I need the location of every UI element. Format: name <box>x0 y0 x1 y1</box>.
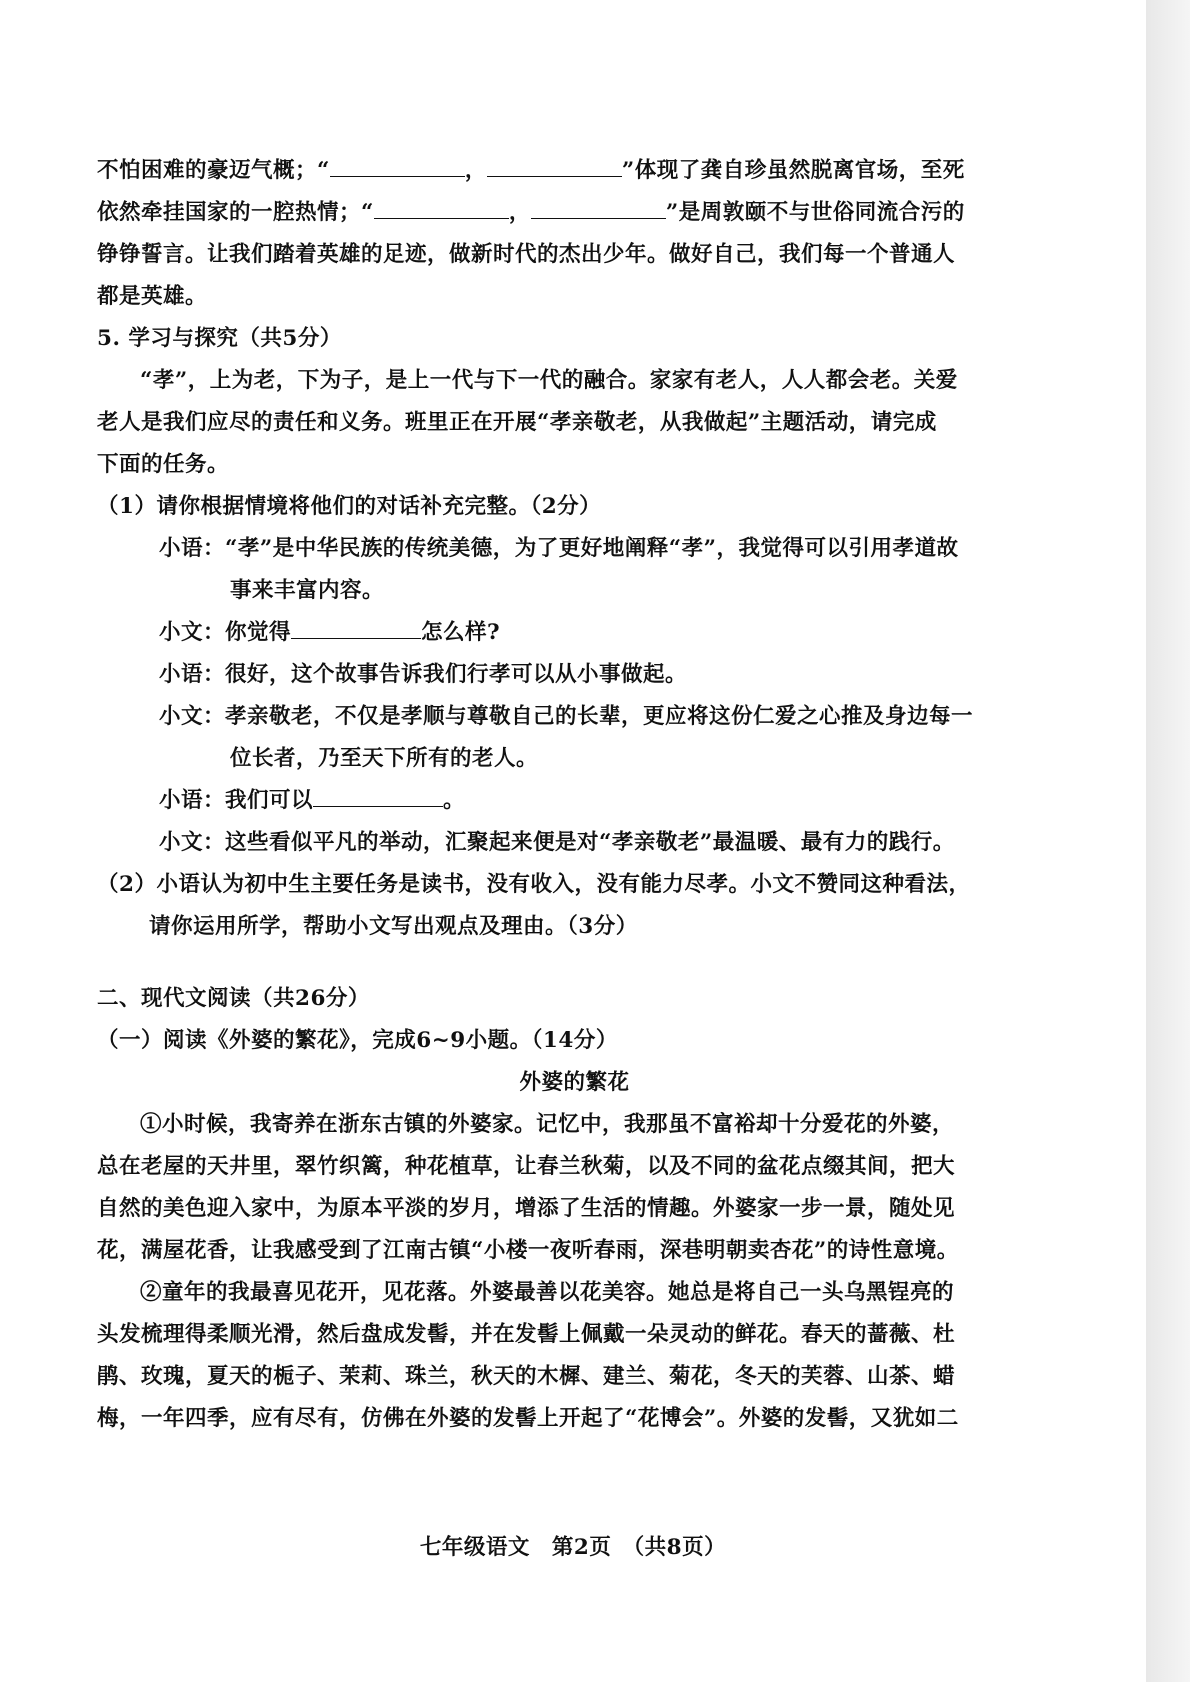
dialog-line: 事来丰富内容。 <box>230 578 385 603</box>
answer-blank[interactable] <box>330 154 465 177</box>
text: ， <box>508 200 531 225</box>
article-paragraph-line: 鹃、玫瑰，夏天的栀子、茉莉、珠兰，秋天的木樨、建兰、菊花，冬天的芙蓉、山茶、蜡 <box>97 1364 956 1389</box>
text: 不怕困难的豪迈气概；“ <box>97 158 330 183</box>
text: 依然牵挂国家的一腔热情；“ <box>97 200 374 225</box>
dialog-line: 小语：“孝”是中华民族的传统美德，为了更好地阐释“孝”，我觉得可以引用孝道故 <box>159 536 959 561</box>
text: ， <box>464 158 487 183</box>
article-paragraph-line: 梅，一年四季，应有尽有，仿佛在外婆的发髻上开起了“花博会”。外婆的发髻，又犹如二 <box>97 1406 959 1431</box>
article-paragraph-line: 自然的美色迎入家中，为原本平淡的岁月，增添了生活的情趣。外婆家一步一景，随处见 <box>97 1196 956 1221</box>
page-content <box>97 150 1052 1440</box>
q5-part2-line: 请你运用所学，帮助小文写出观点及理由。（3分） <box>149 914 638 939</box>
q5-intro-line: 下面的任务。 <box>97 452 230 477</box>
answer-blank[interactable] <box>313 784 443 807</box>
article-paragraph-line: 头发梳理得柔顺光滑，然后盘成发髻，并在发髻上佩戴一朵灵动的鲜花。春天的蔷薇、杜 <box>97 1322 956 1347</box>
answer-blank[interactable] <box>291 616 421 639</box>
article-paragraph-line: ①小时候，我寄养在浙东古镇的外婆家。记忆中，我那虽不富裕却十分爱花的外婆， <box>140 1112 955 1137</box>
poem-line-4: 都是英雄。 <box>97 284 208 309</box>
section-2-title: 二、现代文阅读（共26分） <box>97 986 370 1011</box>
q5-part1-title: （1）请你根据情境将他们的对话补充完整。（2分） <box>97 494 602 519</box>
poem-line-3: 铮铮誓言。让我们踏着英雄的足迹，做新时代的杰出少年。做好自己，我们每一个普通人 <box>97 242 956 267</box>
answer-blank[interactable] <box>487 154 622 177</box>
dialog-line: 小文：孝亲敬老，不仅是孝顺与尊敬自己的长辈，更应将这份仁爱之心推及身边每一 <box>159 704 974 729</box>
q5-part2-line: （2）小语认为初中生主要任务是读书，没有收入，没有能力尽孝。小文不赞同这种看法， <box>97 872 971 897</box>
text: 小文：你觉得 <box>159 620 292 645</box>
article-paragraph-line: ②童年的我最喜见花开，见花落。外婆最善以花美容。她总是将自己一头乌黑锃亮的 <box>140 1280 955 1305</box>
poem-line-1 <box>97 150 1052 192</box>
q5-intro-line: “孝”，上为老，下为子，是上一代与下一代的融合。家家有老人，人人都会老。关爱 <box>140 368 958 393</box>
poem-line-2 <box>97 192 1052 234</box>
answer-blank[interactable] <box>374 196 509 219</box>
spacer <box>97 948 1052 978</box>
article-title: 外婆的繁花 <box>519 1070 630 1095</box>
page-edge-shadow <box>1146 0 1190 1682</box>
q5-intro-line: 老人是我们应尽的责任和义务。班里正在开展“孝亲敬老，从我做起”主题活动，请完成 <box>97 410 937 435</box>
text: ”是周敦颐不与世俗同流合污的 <box>665 200 965 225</box>
dialog-line: 小文：这些看似平凡的举动，汇聚起来便是对“孝亲敬老”最温暖、最有力的践行。 <box>159 830 955 855</box>
article-paragraph-line: 总在老屋的天井里，翠竹织篱，种花植草，让春兰秋菊，以及不同的盆花点缀其间，把大 <box>97 1154 956 1179</box>
answer-blank[interactable] <box>531 196 666 219</box>
question-5-title: 5. 学习与探究（共5分） <box>97 326 342 351</box>
dialog-line: 小语：很好，这个故事告诉我们行孝可以从小事做起。 <box>159 662 688 687</box>
article-paragraph-line: 花，满屋花香，让我感受到了江南古镇“小楼一夜听春雨，深巷明朝卖杏花”的诗性意境。 <box>97 1238 959 1263</box>
dialog-line: 位长者，乃至天下所有的老人。 <box>230 746 539 771</box>
text: 怎么样? <box>421 620 501 645</box>
dialog-line <box>97 612 1052 654</box>
text: 。 <box>443 788 466 813</box>
page-footer: 七年级语文 第2页 （共8页） <box>419 1535 727 1560</box>
reading-1-instruction: （一）阅读《外婆的繁花》，完成6~9小题。（14分） <box>97 1028 618 1053</box>
text: 小语：我们可以 <box>159 788 314 813</box>
text: ”体现了龚自珍虽然脱离官场，至死 <box>621 158 965 183</box>
dialog-line <box>97 780 1052 822</box>
